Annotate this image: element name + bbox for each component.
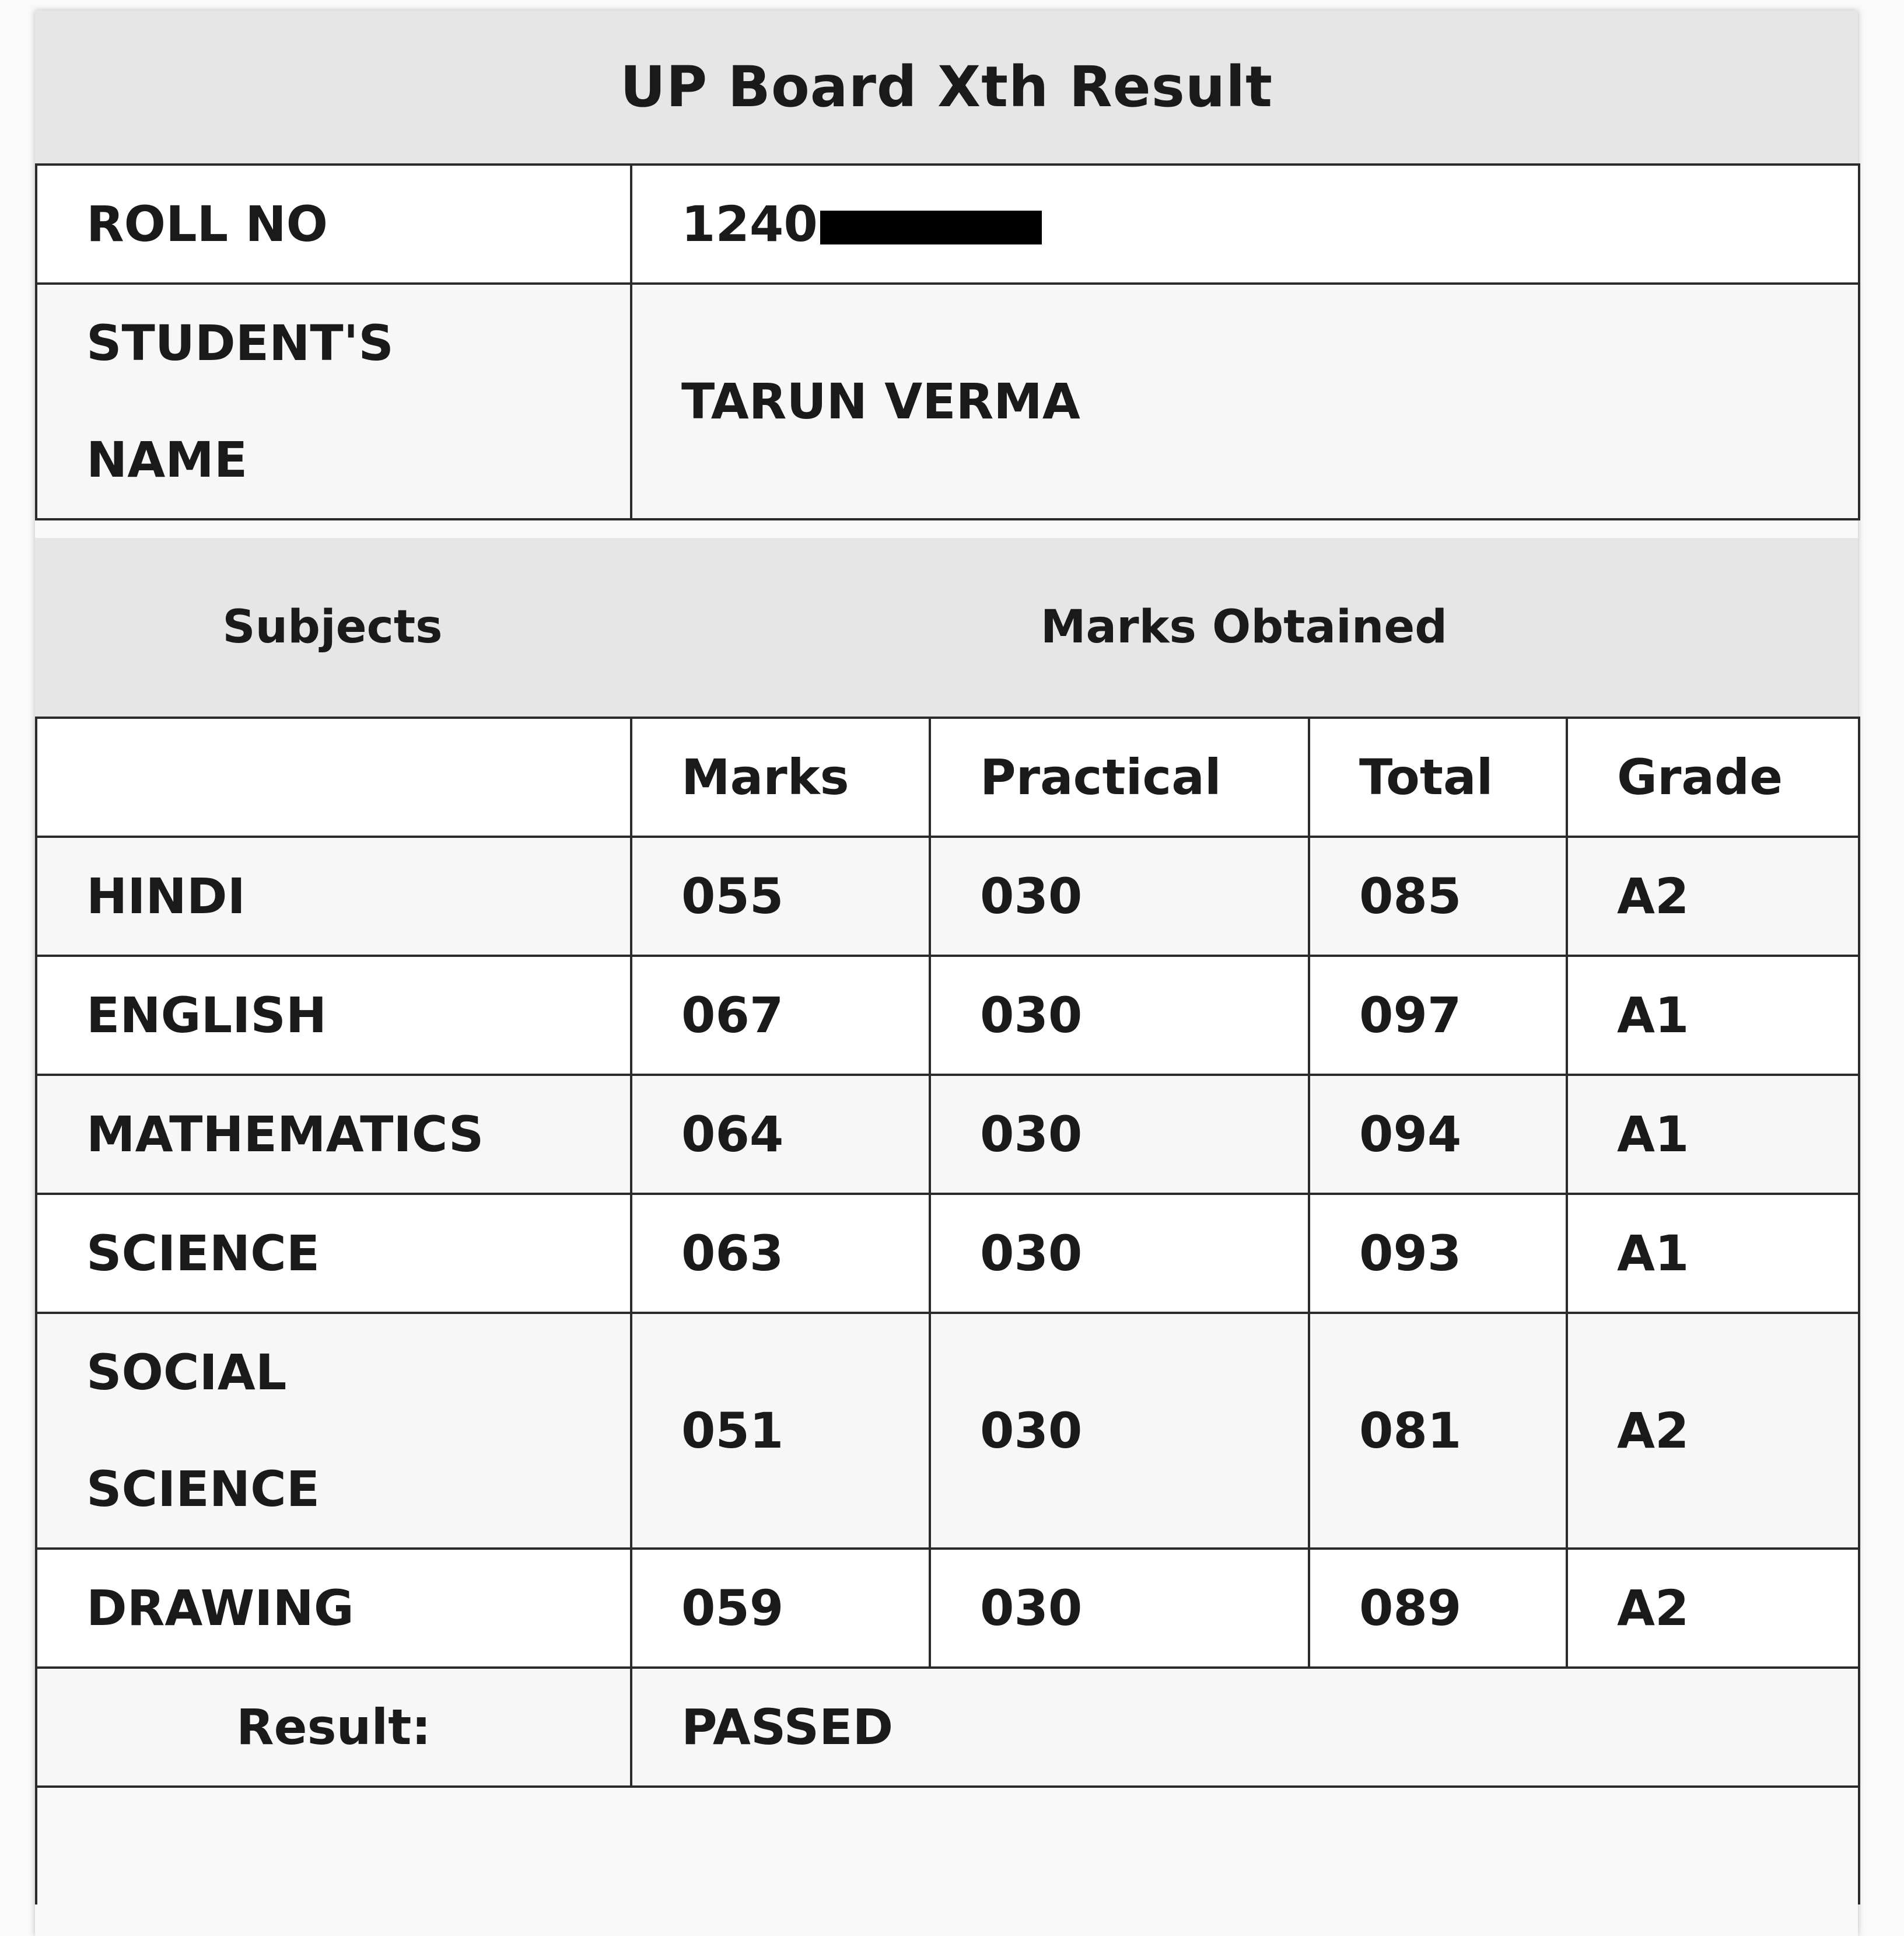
marks-cell: 055 bbox=[631, 837, 930, 956]
practical-cell: 030 bbox=[930, 1549, 1309, 1668]
page-title: UP Board Xth Result bbox=[35, 11, 1858, 163]
subject-name-line2: SCIENCE bbox=[86, 1460, 320, 1518]
column-header-total: Total bbox=[1309, 718, 1567, 837]
grade-cell: A2 bbox=[1567, 1313, 1859, 1549]
grade-cell: A2 bbox=[1567, 837, 1859, 956]
footer-cell bbox=[36, 1787, 1859, 1904]
result-value: PASSED bbox=[631, 1668, 1859, 1787]
grade-cell: A2 bbox=[1567, 1549, 1859, 1668]
redaction-mark bbox=[820, 211, 1042, 244]
marks-section-header bbox=[35, 538, 1858, 717]
practical-cell: 030 bbox=[930, 1313, 1309, 1549]
roll-no-value: 1240 bbox=[681, 195, 818, 253]
total-cell: 085 bbox=[1309, 837, 1567, 956]
total-cell: 093 bbox=[1309, 1194, 1567, 1313]
result-label: Result: bbox=[36, 1668, 631, 1787]
footer-row bbox=[36, 1787, 1859, 1904]
empty-header-cell bbox=[36, 718, 631, 837]
grade-cell: A1 bbox=[1567, 1194, 1859, 1313]
student-name-value: TARUN VERMA bbox=[631, 284, 1859, 519]
subject-name: HINDI bbox=[36, 837, 631, 956]
column-header-practical: Practical bbox=[930, 718, 1309, 837]
total-cell: 094 bbox=[1309, 1075, 1567, 1194]
practical-cell: 030 bbox=[930, 1075, 1309, 1194]
column-header-grade: Grade bbox=[1567, 718, 1859, 837]
student-info-table bbox=[35, 163, 1860, 520]
roll-no-row bbox=[36, 165, 1859, 284]
subject-name: DRAWING bbox=[36, 1549, 631, 1668]
marks-cell: 067 bbox=[631, 956, 930, 1075]
subject-name: ENGLISH bbox=[36, 956, 631, 1075]
marks-cell: 051 bbox=[631, 1313, 930, 1549]
subject-name bbox=[36, 1313, 631, 1549]
table-row bbox=[36, 956, 1859, 1075]
total-cell: 089 bbox=[1309, 1549, 1567, 1668]
student-name-label bbox=[36, 284, 631, 519]
student-name-row bbox=[36, 284, 1859, 519]
student-name-label-line1: STUDENT'S bbox=[86, 314, 394, 372]
practical-cell: 030 bbox=[930, 956, 1309, 1075]
column-header-row bbox=[36, 718, 1859, 837]
student-name-label-line2: NAME bbox=[86, 431, 248, 488]
marks-cell: 059 bbox=[631, 1549, 930, 1668]
practical-cell: 030 bbox=[930, 1194, 1309, 1313]
table-row bbox=[36, 1313, 1859, 1549]
table-row bbox=[36, 1194, 1859, 1313]
marks-cell: 064 bbox=[631, 1075, 930, 1194]
table-row bbox=[36, 1549, 1859, 1668]
marks-table bbox=[35, 717, 1860, 1904]
grade-cell: A1 bbox=[1567, 956, 1859, 1075]
result-row bbox=[36, 1668, 1859, 1787]
result-card bbox=[35, 11, 1858, 1936]
column-header-marks: Marks bbox=[631, 718, 930, 837]
total-cell: 081 bbox=[1309, 1313, 1567, 1549]
total-cell: 097 bbox=[1309, 956, 1567, 1075]
table-row bbox=[36, 837, 1859, 956]
subject-name: SCIENCE bbox=[36, 1194, 631, 1313]
marks-obtained-header: Marks Obtained bbox=[1040, 601, 1448, 654]
roll-no-value-cell bbox=[631, 165, 1859, 284]
practical-cell: 030 bbox=[930, 837, 1309, 956]
subjects-header: Subjects bbox=[222, 601, 443, 654]
subject-name: MATHEMATICS bbox=[36, 1075, 631, 1194]
roll-no-label: ROLL NO bbox=[36, 165, 631, 284]
subject-name-line1: SOCIAL bbox=[86, 1344, 287, 1401]
marks-cell: 063 bbox=[631, 1194, 930, 1313]
grade-cell: A1 bbox=[1567, 1075, 1859, 1194]
table-row bbox=[36, 1075, 1859, 1194]
